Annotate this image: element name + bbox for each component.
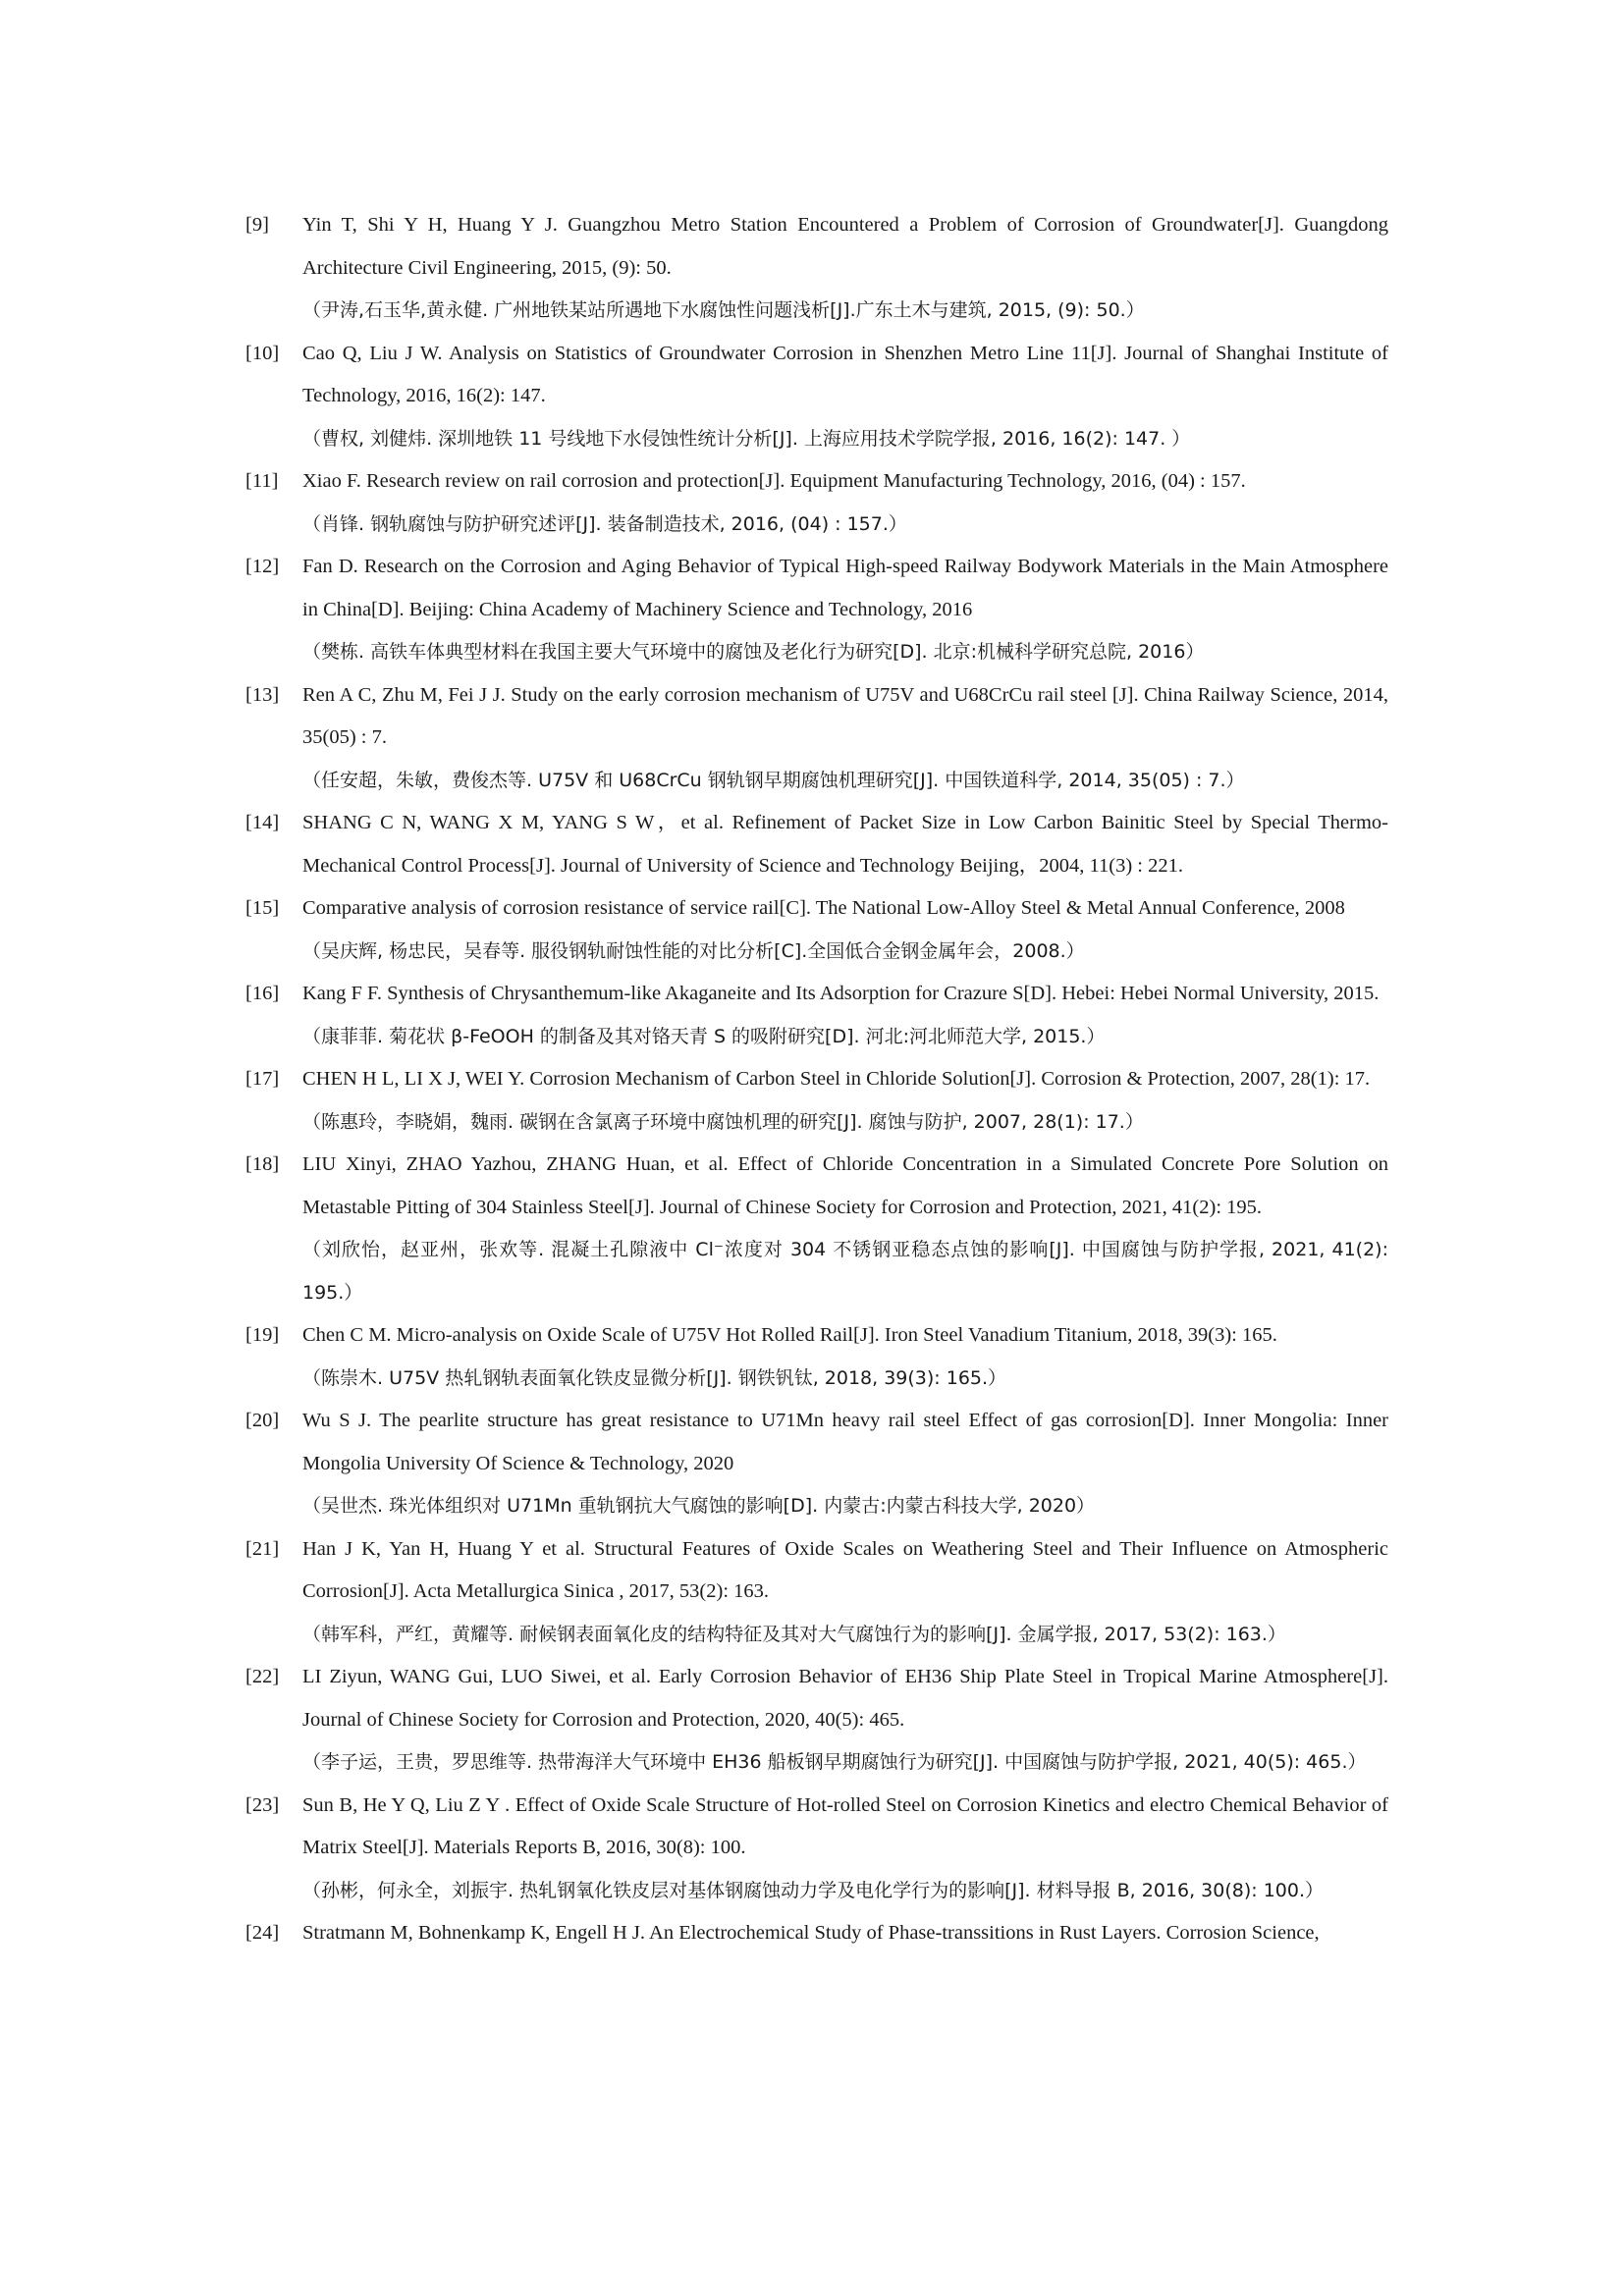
- reference-number: [23]: [245, 1793, 280, 1816]
- reference-item: [245, 1400, 1388, 1528]
- reference-chinese: （陈惠玲，李晓娟，魏雨. 碳钢在含氯离子环境中腐蚀机理的研究[J]. 腐蚀与防护, 2007, 28(1): 17.）: [302, 1110, 1144, 1133]
- reference-item: [245, 1144, 1388, 1314]
- reference-chinese: （陈崇木. U75V 热轧钢轨表面氧化铁皮显微分析[J]. 钢铁钒钛, 2018, 39(3): 165.）: [302, 1366, 1007, 1389]
- reference-number: [14]: [245, 812, 280, 833]
- reference-item: [245, 204, 1388, 333]
- reference-number: [19]: [245, 1324, 280, 1346]
- reference-chinese: （韩军科，严红，黄耀等. 耐候钢表面氧化皮的结构特征及其对大气腐蚀行为的影响[J]. 金属学报, 2017, 53(2): 163.）: [302, 1623, 1286, 1645]
- reference-chinese: （肖锋. 钢轨腐蚀与防护研究述评[J]. 装备制造技术, 2016, (04) : 157.）: [302, 512, 907, 535]
- reference-chinese: （孙彬，何永全，刘振宇. 热轧钢氧化铁皮层对基体钢腐蚀动力学及电化学行为的影响[J]. 材料导报 B, 2016, 30(8): 100.）: [302, 1879, 1325, 1901]
- reference-item: [245, 333, 1388, 461]
- reference-item: [245, 1528, 1388, 1657]
- reference-english: Xiao F. Research review on rail corrosion and protection[J]. Equipment Manufacturing Technology, 2016, (04) : 157.: [302, 470, 1246, 492]
- reference-chinese: （刘欣怡，赵亚州，张欢等. 混凝土孔隙液中 Cl⁻浓度对 304 不锈钢亚稳态点蚀的影响[J]. 中国腐蚀与防护学报, 2021, 41(2): 195.）: [302, 1239, 1388, 1304]
- reference-chinese: （吴庆辉, 杨忠民，吴春等. 服役钢轨耐蚀性能的对比分析[C].全国低合金钢金属年会，2008.）: [302, 939, 1085, 962]
- reference-item: [245, 887, 1388, 973]
- reference-item: [245, 1785, 1388, 1913]
- reference-list: [245, 204, 1388, 1955]
- reference-item: [245, 1656, 1388, 1785]
- reference-chinese: （康菲菲. 菊花状 β-FeOOH 的制备及其对铬天青 S 的吸附研究[D]. 河北:河北师范大学, 2015.）: [302, 1025, 1106, 1047]
- reference-item: [245, 1912, 1388, 1955]
- reference-item: [245, 546, 1388, 674]
- reference-english: Kang F F. Synthesis of Chrysanthemum-like Akaganeite and Its Adsorption for Crazure S[D]. Hebei: Hebei Normal University, 2015.: [302, 983, 1380, 1004]
- reference-number: [13]: [245, 683, 280, 706]
- reference-chinese: （吴世杰. 珠光体组织对 U71Mn 重轨钢抗大气腐蚀的影响[D]. 内蒙古:内蒙古科技大学, 2020）: [302, 1495, 1096, 1517]
- reference-number: [17]: [245, 1068, 280, 1090]
- reference-number: [20]: [245, 1410, 280, 1431]
- reference-number: [24]: [245, 1922, 280, 1944]
- reference-english: LI Ziyun, WANG Gui, LUO Siwei, et al. Early Corrosion Behavior of EH36 Ship Plate Steel in Tropical Marine Atmosphere[J]. Journal of Chinese Society for Corrosion and Protection, 2020, 40(5): 465.: [302, 1666, 1388, 1731]
- reference-number: [16]: [245, 983, 280, 1004]
- reference-english: Cao Q, Liu J W. Analysis on Statistics of Groundwater Corrosion in Shenzhen Metro Line 11[J]. Journal of Shanghai Institute of Technology, 2016, 16(2): 147.: [302, 342, 1388, 406]
- reference-number: [22]: [245, 1666, 280, 1687]
- reference-english: SHANG C N, WANG X M, YANG S W，et al. Refinement of Packet Size in Low Carbon Bainitic Steel by Special Thermo-Mechanical Control Process[J]. Journal of University of Science and Technology Beijing，2004, 11(3) : 221.: [302, 812, 1388, 877]
- reference-chinese: （李子运，王贵，罗思维等. 热带海洋大气环境中 EH36 船板钢早期腐蚀行为研究[J]. 中国腐蚀与防护学报, 2021, 40(5): 465.）: [302, 1751, 1367, 1773]
- reference-english: CHEN H L, LI X J, WEI Y. Corrosion Mechanism of Carbon Steel in Chloride Solution[J]. Corrosion & Protection, 2007, 28(1): 17.: [302, 1068, 1371, 1090]
- reference-english: Fan D. Research on the Corrosion and Aging Behavior of Typical High-speed Railway Bodywork Materials in the Main Atmosphere in China[D]. Beijing: China Academy of Machinery Science and Technology, 2016: [302, 556, 1388, 620]
- reference-chinese: （樊栋. 高铁车体典型材料在我国主要大气环境中的腐蚀及老化行为研究[D]. 北京:机械科学研究总院, 2016）: [302, 641, 1205, 663]
- reference-english: LIU Xinyi, ZHAO Yazhou, ZHANG Huan, et al. Effect of Chloride Concentration in a Simulated Concrete Pore Solution on Metastable Pitting of 304 Stainless Steel[J]. Journal of Chinese Society for Corrosion and Protection, 2021, 41(2): 195.: [302, 1153, 1388, 1218]
- reference-number: [18]: [245, 1153, 280, 1175]
- reference-item: [245, 1314, 1388, 1400]
- reference-item: [245, 674, 1388, 803]
- reference-english: Wu S J. The pearlite structure has great resistance to U71Mn heavy rail steel Effect of gas corrosion[D]. Inner Mongolia: Inner Mongolia University Of Science & Technology, 2020: [302, 1410, 1388, 1474]
- reference-english: Han J K, Yan H, Huang Y et al. Structural Features of Oxide Scales on Weathering Steel and Their Influence on Atmospheric Corrosion[J]. Acta Metallurgica Sinica , 2017, 53(2): 163.: [302, 1537, 1388, 1602]
- reference-chinese: （曹权, 刘健炜. 深圳地铁 11 号线地下水侵蚀性统计分析[J]. 上海应用技术学院学报, 2016, 16(2): 147. ）: [302, 427, 1191, 450]
- reference-item: [245, 973, 1388, 1058]
- reference-number: [15]: [245, 897, 280, 919]
- reference-english: Yin T, Shi Y H, Huang Y J. Guangzhou Metro Station Encountered a Problem of Corrosion of Groundwater[J]. Guangdong Architecture Civil Engineering, 2015, (9): 50.: [302, 214, 1388, 279]
- reference-english: Comparative analysis of corrosion resistance of service rail[C]. The National Low-Alloy Steel & Metal Annual Conference, 2008: [302, 897, 1345, 919]
- reference-english: Ren A C, Zhu M, Fei J J. Study on the early corrosion mechanism of U75V and U68CrCu rail steel [J]. China Railway Science, 2014, 35(05) : 7.: [302, 683, 1388, 748]
- reference-chinese: （尹涛,石玉华,黄永健. 广州地铁某站所遇地下水腐蚀性问题浅析[J].广东土木与建筑, 2015, (9): 50.）: [302, 299, 1145, 321]
- reference-english: Chen C M. Micro-analysis on Oxide Scale of U75V Hot Rolled Rail[J]. Iron Steel Vanadium Titanium, 2018, 39(3): 165.: [302, 1324, 1277, 1346]
- reference-english: Stratmann M, Bohnenkamp K, Engell H J. An Electrochemical Study of Phase-transsitions in Rust Layers. Corrosion Science,: [302, 1922, 1320, 1944]
- reference-chinese: （任安超，朱敏，费俊杰等. U75V 和 U68CrCu 钢轨钢早期腐蚀机理研究[J]. 中国铁道科学, 2014, 35(05) : 7.）: [302, 769, 1245, 791]
- reference-number: [12]: [245, 556, 280, 577]
- reference-item: [245, 460, 1388, 546]
- reference-number: [21]: [245, 1537, 280, 1560]
- reference-number: [11]: [245, 470, 279, 492]
- reference-item: [245, 1058, 1388, 1144]
- reference-item: [245, 802, 1388, 887]
- reference-number: [9]: [245, 214, 269, 236]
- reference-english: Sun B, He Y Q, Liu Z Y . Effect of Oxide Scale Structure of Hot-rolled Steel on Corrosion Kinetics and electro Chemical Behavior of Matrix Steel[J]. Materials Reports B, 2016, 30(8): 100.: [302, 1793, 1388, 1858]
- reference-number: [10]: [245, 342, 280, 364]
